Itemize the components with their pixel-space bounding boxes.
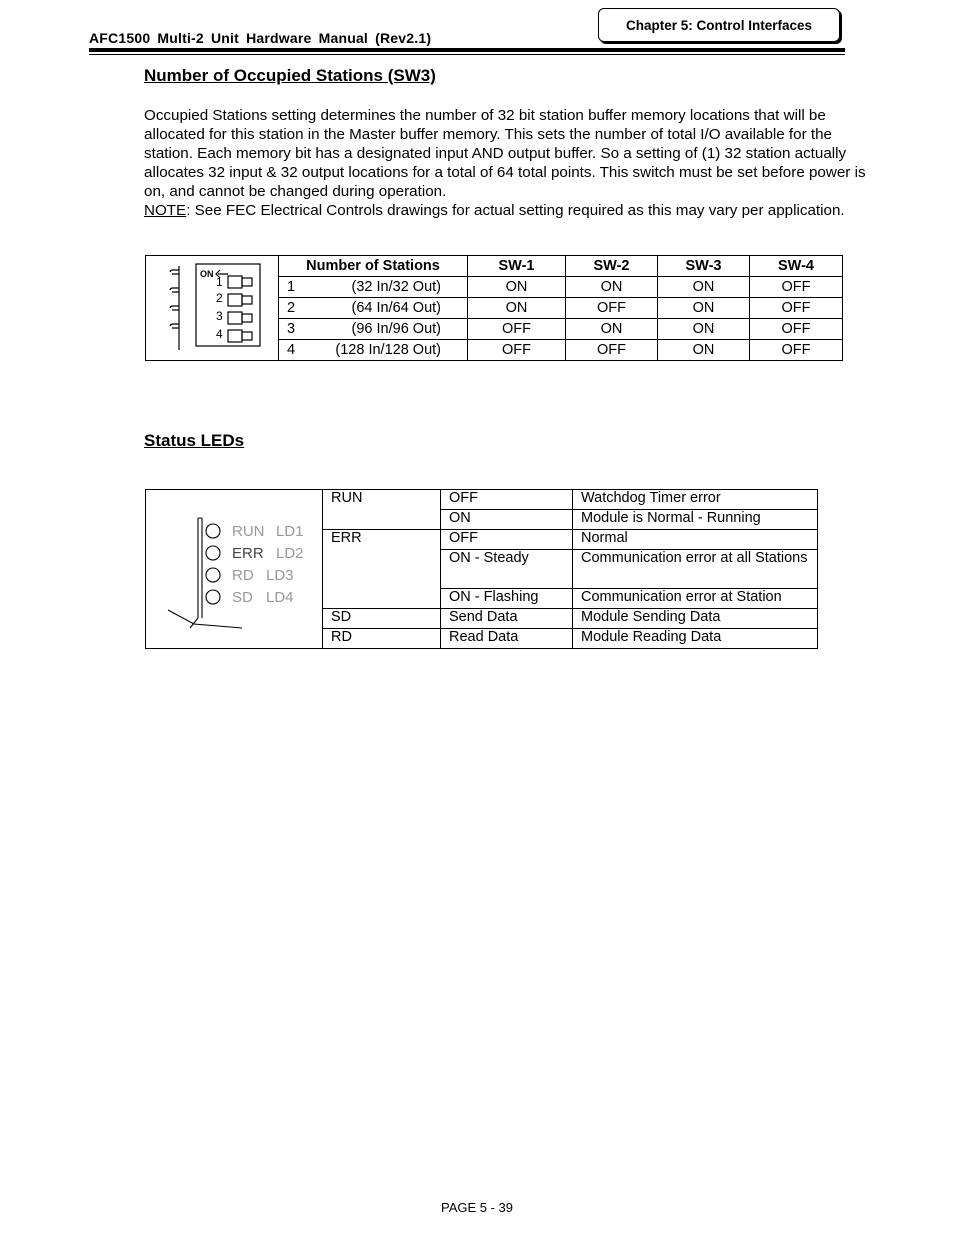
led-name-rd: RD <box>323 629 441 649</box>
led-state: ON - Flashing <box>441 589 573 609</box>
led-id-3: LD3 <box>266 567 294 584</box>
sw4-value: OFF <box>750 340 843 361</box>
sw4-value: OFF <box>750 298 843 319</box>
sw4-value: OFF <box>750 277 843 298</box>
sw3-value: ON <box>658 319 750 340</box>
led-state: OFF <box>441 530 573 550</box>
section-heading-status-leds: Status LEDs <box>144 431 245 450</box>
station-io: (32 In/32 Out) <box>351 279 441 295</box>
led-state: Send Data <box>441 609 573 629</box>
col-header-sw2: SW-2 <box>566 256 658 277</box>
sw2-value: ON <box>566 319 658 340</box>
sw2-value: ON <box>566 277 658 298</box>
station-number: 4 <box>287 342 296 358</box>
station-number: 1 <box>287 279 296 295</box>
sw3-value: ON <box>658 340 750 361</box>
sw4-value: OFF <box>750 319 843 340</box>
note-label: NOTE <box>144 202 187 219</box>
led-label-run: RUN <box>232 523 265 540</box>
led-label-err: ERR <box>232 545 264 562</box>
led-id-1: LD1 <box>276 523 304 540</box>
section-heading-occupied-stations: Number of Occupied Stations (SW3) <box>144 66 436 85</box>
sw1-value: ON <box>468 277 566 298</box>
dip-label-3: 3 <box>216 309 223 323</box>
led-name-err: ERR <box>323 530 441 609</box>
dip-label-4: 4 <box>216 327 223 341</box>
led-description: Module is Normal - Running <box>573 510 818 530</box>
dip-label-2: 2 <box>216 291 223 305</box>
station-io: (64 In/64 Out) <box>351 300 441 316</box>
station-io: (128 In/128 Out) <box>335 342 441 358</box>
led-state: OFF <box>441 490 573 510</box>
led-id-2: LD2 <box>276 545 304 562</box>
led-description: Watchdog Timer error <box>573 490 818 510</box>
sw3-value: ON <box>658 298 750 319</box>
station-cell <box>279 277 468 298</box>
sw2-value: OFF <box>566 340 658 361</box>
col-header-sw3: SW-3 <box>658 256 750 277</box>
led-name-run: RUN <box>323 490 441 530</box>
sw1-value: ON <box>468 298 566 319</box>
col-header-sw4: SW-4 <box>750 256 843 277</box>
dip-on-label: ON <box>200 269 214 279</box>
station-number: 2 <box>287 300 296 316</box>
description-paragraph: Occupied Stations setting determines the number of 32 bit station buffer memory locations that will be allocated for this station in the Master buffer memory. This sets the number of total I/O available for the station. Each memory bit has a designated input AND output buffer. So a setting of (1) 32 station actually allocates 32 input & 32 output locations for a total of 64 total points. This switch must be set before power is on, and cannot be changed during operation. <box>144 107 866 200</box>
manual-title: AFC1500 Multi-2 Unit Hardware Manual (Rev2.1) <box>89 30 432 46</box>
station-number: 3 <box>287 321 296 337</box>
led-label-rd: RD <box>232 567 254 584</box>
station-cell <box>279 340 468 361</box>
station-io: (96 In/96 Out) <box>351 321 441 337</box>
led-panel-illustration <box>146 490 323 649</box>
led-description: Communication error at all Stations <box>573 550 818 589</box>
led-description: Module Reading Data <box>573 629 818 649</box>
chapter-label: Chapter 5: Control Interfaces <box>598 8 840 42</box>
col-header-sw1: SW-1 <box>468 256 566 277</box>
sw1-value: OFF <box>468 319 566 340</box>
header-rule <box>89 48 845 52</box>
status-leds-table <box>145 489 818 649</box>
led-description: Communication error at Station <box>573 589 818 609</box>
led-state: ON <box>441 510 573 530</box>
note-text: : See FEC Electrical Controls drawings for actual setting required as this may vary per application. <box>186 202 845 219</box>
sw3-value: ON <box>658 277 750 298</box>
sw2-value: OFF <box>566 298 658 319</box>
header-rule-thin <box>89 54 845 55</box>
page-number: PAGE 5 - 39 <box>440 1200 513 1215</box>
led-state: Read Data <box>441 629 573 649</box>
led-description: Normal <box>573 530 818 550</box>
col-header-stations: Number of Stations <box>279 256 468 277</box>
occupied-stations-description <box>144 106 874 220</box>
led-label-sd: SD <box>232 589 253 606</box>
dip-switch-illustration <box>146 256 279 361</box>
led-name-sd: SD <box>323 609 441 629</box>
dip-switch-icon <box>146 256 278 356</box>
note-paragraph <box>144 201 874 220</box>
dip-label-1: 1 <box>216 275 223 289</box>
led-panel-icon <box>146 492 322 642</box>
led-description: Module Sending Data <box>573 609 818 629</box>
sw1-value: OFF <box>468 340 566 361</box>
led-state: ON - Steady <box>441 550 573 589</box>
occupied-stations-table <box>145 255 843 361</box>
station-cell <box>279 319 468 340</box>
station-cell <box>279 298 468 319</box>
led-id-4: LD4 <box>266 589 294 606</box>
